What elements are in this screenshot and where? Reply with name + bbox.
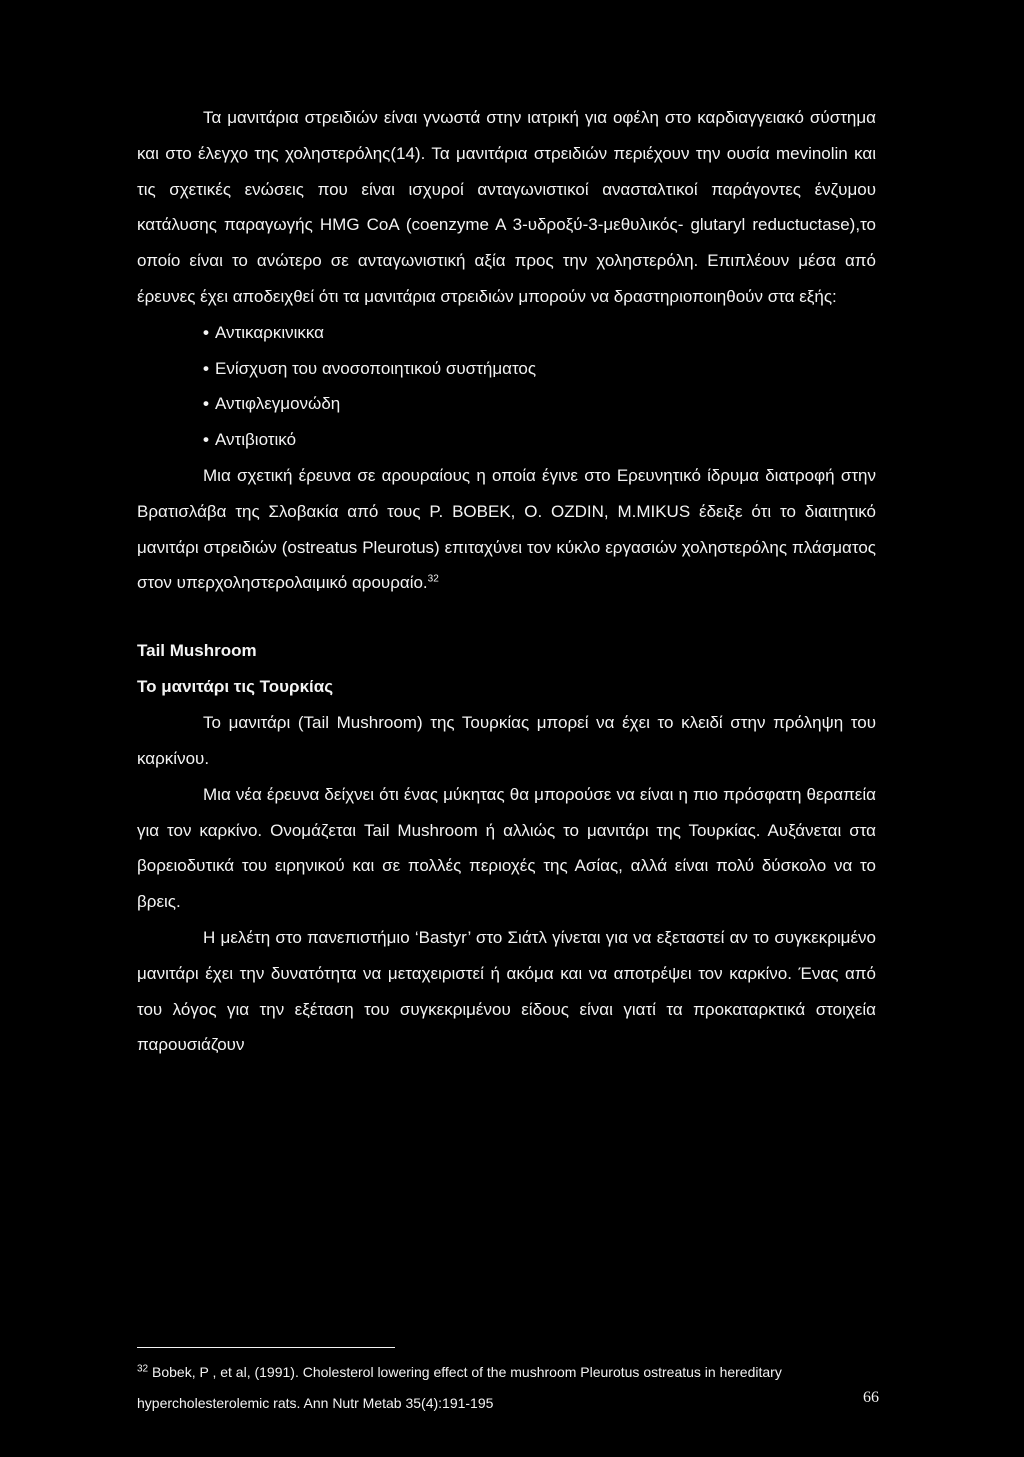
section-spacer (137, 601, 876, 633)
paragraph-bastyr-study: Η μελέτη στο πανεπιστήμιο ‘Bastyr’ στο Σιάτλ γίνεται για να εξεταστεί αν το συγκεκριμένο μανιτάρι έχει την δυνατότητα να μεταχειριστεί ή ακόμα και να αποτρέψει τον καρκίνο. Ένας από του λόγος για την εξέταση του συγκεκριμένου είδους είναι γιατί τα προκαταρκτικά στοιχεία παρουσιάζουν (137, 927, 876, 1055)
list-item: • Αντιβιοτικό (137, 422, 876, 458)
footnote-number: 32 (137, 1363, 149, 1375)
paragraph-tail-mushroom-intro: Το μανιτάρι (Tail Mushroom) της Τουρκίας μπορεί να έχει το κλειδί στην πρόληψη του καρκίνου. (137, 713, 876, 768)
page-number: 66 (863, 1389, 879, 1406)
benefits-list (137, 315, 876, 458)
paragraph-oyster-mushroom-benefits: Τα μανιτάρια στρειδιών είναι γνωστά στην ιατρική για οφέλη στο καρδιαγγειακό σύστημα και στο έλεγχο της χοληστερόλης(14). Τα μανιτάρια στρειδιών περιέχουν την ουσία mevinolin και τις σχετικές ενώσεις που είναι ισχυροί ανταγωνιστικοί ανασταλτικοί παράγοντες ένζυμου κατάλυσης παραγωγής HMG CoA (coenzyme A 3-υδροξύ-3-μεθυλικός- glutaryl reductuctase),το οποίο είναι το ανώτερο σε ανταγωνιστική αξία προς την χοληστερόλη. Επιπλέουν μέσα από έρευνες έχει αποδειχθεί ότι τα μανιτάρια στρειδιών μπορούν να δραστηριοποιηθούν στα εξής: (137, 108, 876, 306)
list-item: • Αντιφλεγμονώδη (137, 386, 876, 422)
footnote-text: Bobek, P , et al, (1991). Cholesterol lowering effect of the mushroom Pleurotus ostreatus in hereditary hypercholesterolemic rats. Ann Nutr Metab 35(4):191-195 (137, 1364, 782, 1411)
section-heading-greek: Το μανιτάρι τις Τουρκίας (137, 677, 334, 697)
footnote-reference: 32 (427, 573, 439, 585)
list-item: • Ενίσχυση του ανοσοποιητικού συστήματος (137, 351, 876, 387)
footnote (137, 1357, 882, 1419)
paragraph-rat-study-text: Μια σχετική έρευνα σε αρουραίους η οποία έγινε στο Ερευνητικό ίδρυμα διατροφή στην Βρατισλάβα της Σλοβακία από τους P. BOBEK, O. OZDIN, M.MIKUS έδειξε ότι το διαιτητικό μανιτάρι στρειδιών (ostreatus Pleurotus) επιταχύνει τον κύκλο εργασιών χοληστερόλης πλάσματος στον υπερχοληστερολαιμικό αρουραίο. (137, 465, 876, 593)
section-heading-english: Tail Mushroom (137, 641, 257, 661)
paragraph-tail-mushroom-research: Μια νέα έρευνα δείχνει ότι ένας μύκητας θα μπορούσε να είναι η πιο πρόσφατη θεραπεία για τον καρκίνο. Ονομάζεται Tail Mushroom ή αλλιώς το μανιτάρι της Τουρκίας. Αυξάνεται στα βορειοδυτικά του ειρηνικού και σε πολλές περιοχές της Ασίας, αλλά είναι πολύ δύσκολο να το βρεις. (137, 784, 876, 912)
body-text (137, 100, 876, 1063)
paragraph-rat-study (137, 458, 876, 601)
list-item: • Αντικαρκινικκα (137, 315, 876, 351)
footnote-divider (137, 1347, 395, 1348)
